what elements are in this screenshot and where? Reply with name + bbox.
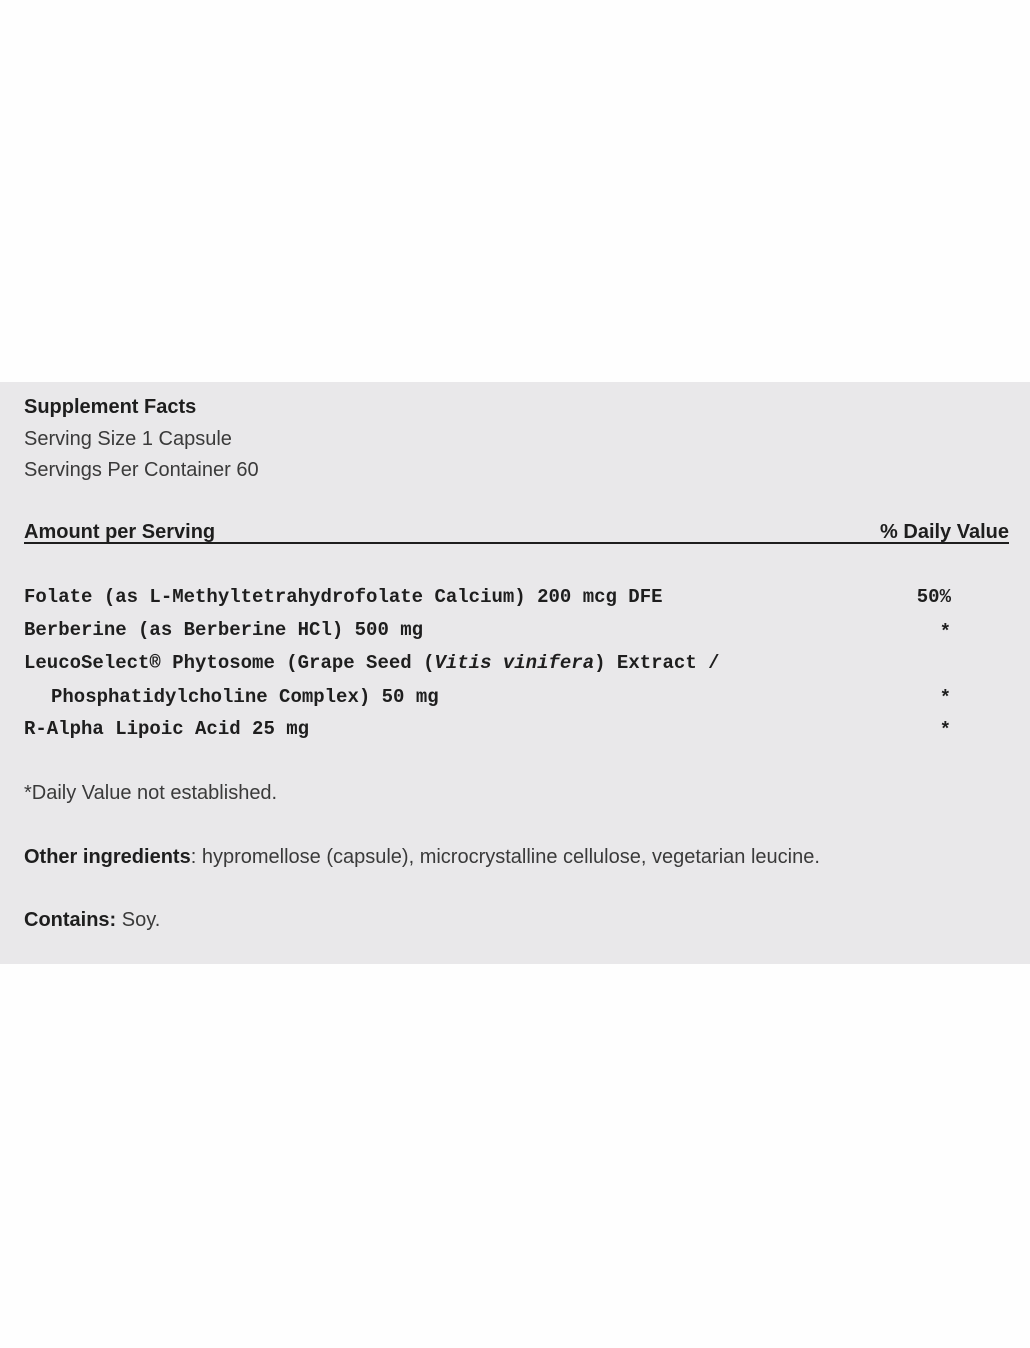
daily-value-lipoic-acid: * [939,719,951,741]
facts-title: Supplement Facts [24,396,197,418]
ingredient-row-leucoselect-line2: Phosphatidylcholine Complex) 50 mg [51,686,439,708]
daily-value-leucoselect: * [939,687,951,709]
serving-size: Serving Size 1 Capsule [24,428,232,450]
leucoselect-text-part1: LeucoSelect® Phytosome (Grape Seed ( [24,652,435,674]
leucoselect-text-part2: ) Extract / [594,652,720,674]
daily-value-footnote: *Daily Value not established. [24,782,278,804]
ingredient-row-leucoselect [24,651,720,675]
other-ingredients-text: : hypromellose (capsule), microcrystalline cellulose, vegetarian leucine. [190,846,820,868]
table-header [24,518,1009,546]
other-ingredients [24,845,820,869]
contains-text: Soy. [116,909,161,931]
daily-value-header: % Daily Value [880,521,1009,543]
contains-label: Contains: [24,909,117,931]
amount-per-serving-header: Amount per Serving [24,521,216,543]
contains-statement [24,908,160,932]
servings-per-container: Servings Per Container 60 [24,459,259,481]
leucoselect-botanical-name: Vitis vinifera [434,652,595,674]
ingredient-row-berberine: Berberine (as Berberine HCl) 500 mg [24,619,424,641]
ingredient-row-folate: Folate (as L-Methyltetrahydrofolate Calcium) 200 mcg DFE [24,586,663,608]
daily-value-folate: 50% [916,586,951,608]
ingredient-row-lipoic-acid: R-Alpha Lipoic Acid 25 mg [24,718,310,740]
other-ingredients-label: Other ingredients [24,846,191,868]
daily-value-berberine: * [939,621,951,643]
